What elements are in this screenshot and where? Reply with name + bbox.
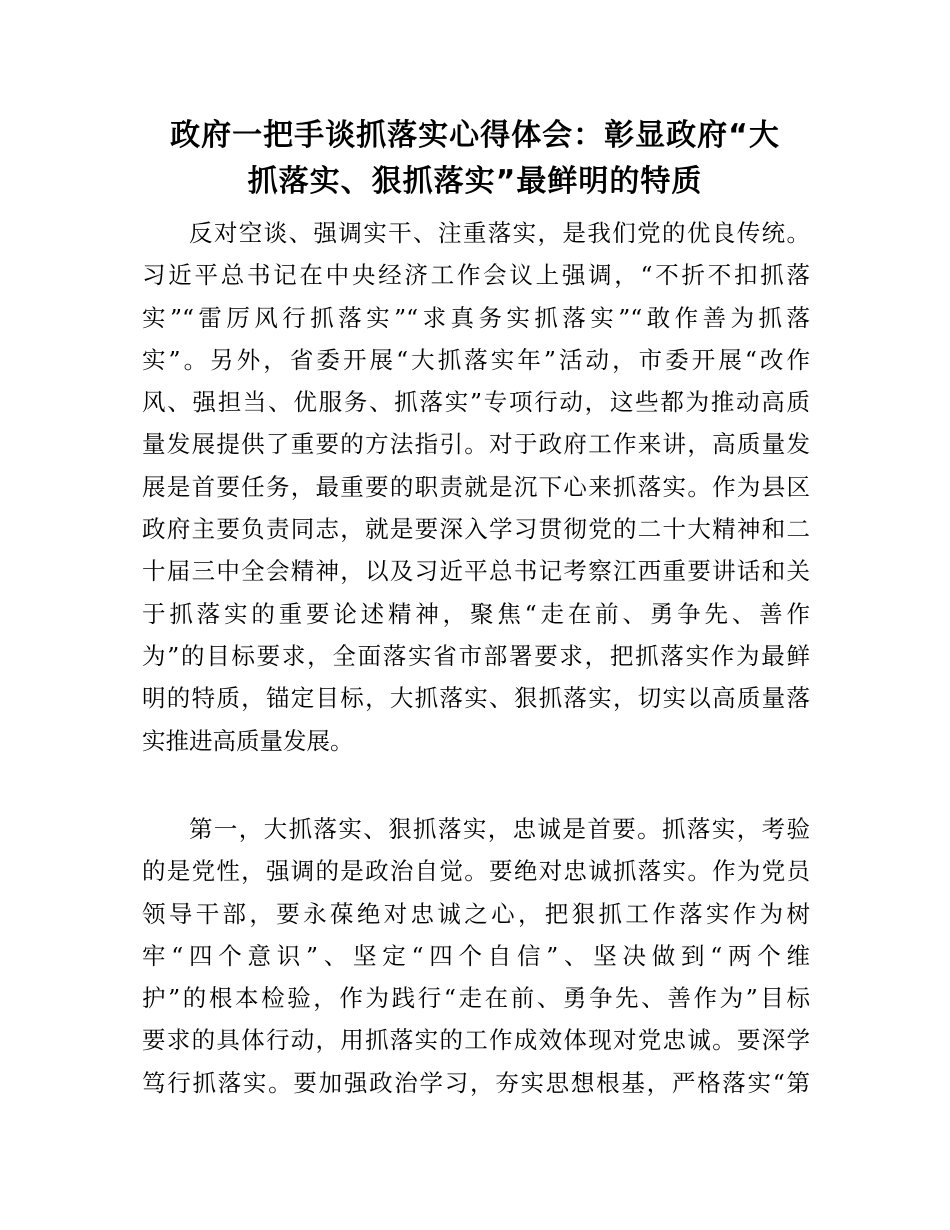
paragraph-line: 政府主要负责同志，就是要深入学习贯彻党的二十大精神和二 [142,515,810,544]
paragraph-line: 明的特质，锚定目标，大抓落实、狠抓落实，切实以高质量落 [142,684,810,713]
paragraph-line: 反对空谈、强调实干、注重落实，是我们党的优良传统。 [189,219,810,247]
paragraph-line: 十届三中全会精神，以及习近平总书记考察江西重要讲话和关 [142,557,810,586]
title-line: 抓落实、狠抓落实”最鲜明的特质 [247,164,703,199]
paragraph-line: 笃行抓落实。要加强政治学习，夯实思想根基，严格落实“第 [142,1068,810,1097]
paragraph-line: 的是党性，强调的是政治自觉。要绝对忠诚抓落实。作为党员 [142,857,810,886]
document-title [140,113,810,205]
paragraph-line: 展是首要任务，最重要的职责就是沉下心来抓落实。作为县区 [142,472,810,501]
paragraph-line: 实推进高质量发展。 [142,726,354,755]
paragraph-line: 实”。另外，省委开展“大抓落实年”活动，市委开展“改作 [142,345,810,374]
body-paragraph [142,808,810,1104]
paragraph-line: 实”“雷厉风行抓落实”“求真务实抓落实”“敢作善为抓落 [142,303,810,332]
paragraph-line: 于抓落实的重要论述精神，聚焦“走在前、勇争先、善作 [142,599,810,628]
paragraph-line: 第一，大抓落实、狠抓落实，忠诚是首要。抓落实，考验 [189,815,810,843]
title-line: 政府一把手谈抓落实心得体会：彰显政府“大 [170,118,780,153]
paragraph-line: 护”的根本检验，作为践行“走在前、勇争先、善作为”目标 [142,984,810,1013]
paragraph-line: 领导干部，要永葆绝对忠诚之心，把狠抓工作落实作为树 [142,899,810,928]
paragraph-line: 风、强担当、优服务、抓落实”专项行动，这些都为推动高质 [142,388,810,417]
paragraph-line: 量发展提供了重要的方法指引。对于政府工作来讲，高质量发 [142,430,810,459]
paragraph-line: 要求的具体行动，用抓落实的工作成效体现对党忠诚。要深学 [142,1026,810,1055]
paragraph-line: 牢“四个意识”、坚定“四个自信”、坚决做到“两个维 [142,941,810,970]
paragraph-line: 为”的目标要求，全面落实省市部署要求，把抓落实作为最鲜 [142,641,810,670]
body-paragraph [142,212,810,762]
paragraph-line: 习近平总书记在中央经济工作会议上强调，“不折不扣抓落 [142,261,810,290]
